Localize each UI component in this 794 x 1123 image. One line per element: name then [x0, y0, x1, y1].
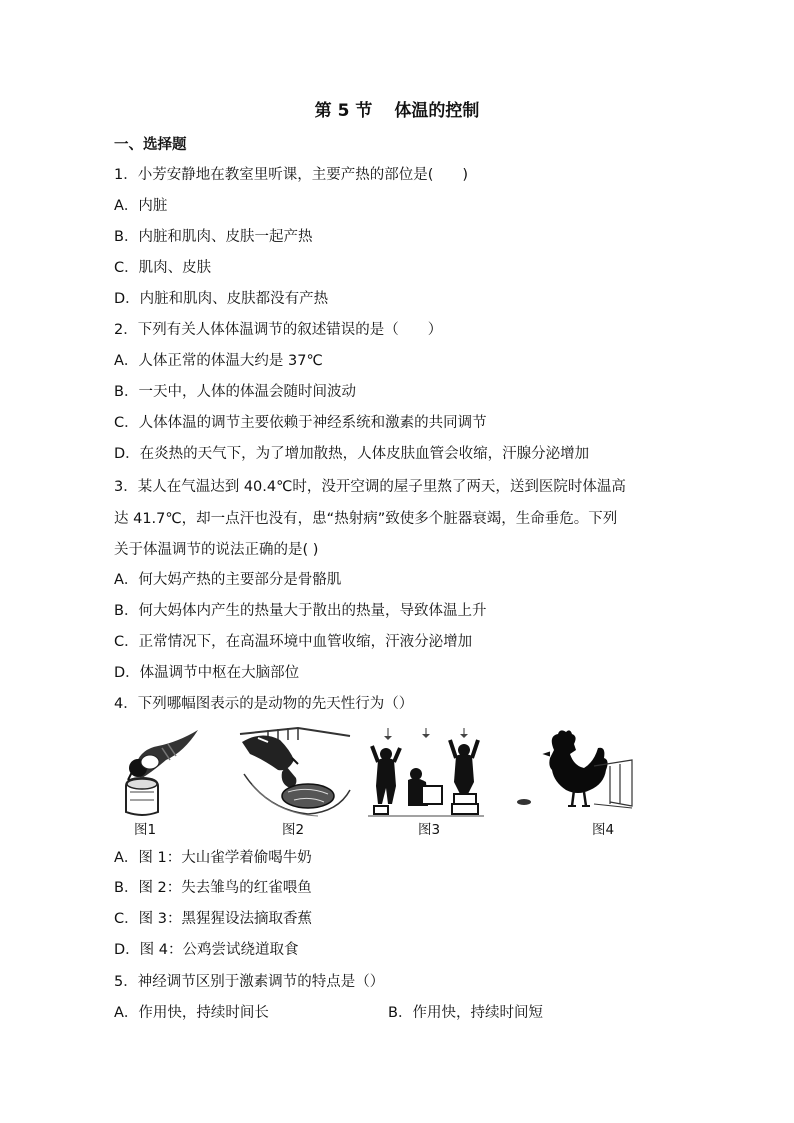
q4-option-b: B．图 2：失去雏鸟的红雀喂鱼	[114, 880, 312, 896]
q4-option-d: D．图 4：公鸡尝试绕道取食	[114, 942, 299, 958]
page-title	[0, 96, 794, 121]
q1-stem: 1．小芳安静地在教室里听课，主要产热的部位是( )	[114, 167, 469, 183]
figure-2	[238, 726, 356, 838]
figure-4	[514, 726, 638, 838]
q4-option-c: C．图 3：黑猩猩设法摘取香蕉	[114, 911, 312, 927]
figure-1-caption: 图1	[134, 822, 157, 838]
figure-3	[368, 726, 484, 838]
figure-1	[118, 726, 210, 838]
q3-option-b: B．何大妈体内产生的热量大于散出的热量，导致体温上升	[114, 603, 487, 619]
q5-stem: 5．神经调节区别于激素调节的特点是（）	[114, 974, 385, 990]
rooster-detour-illustration	[514, 726, 638, 818]
q3-option-a: A．何大妈产热的主要部分是骨骼肌	[114, 572, 342, 588]
q3-stem-line3: 关于体温调节的说法正确的是( )	[114, 542, 319, 558]
q3-stem-line2: 达 41.7℃，却一点汗也没有，患“热射病”致使多个脏器衰竭，生命垂危。下列	[114, 511, 618, 527]
figure-2-caption: 图2	[282, 822, 305, 838]
q5-option-a: A．作用快，持续时间长	[114, 1005, 269, 1021]
q3-option-c: C．正常情况下，在高温环境中血管收缩，汗液分泌增加	[114, 634, 473, 650]
figure-4-caption: 图4	[592, 822, 615, 838]
section-heading: 一、选择题	[114, 137, 187, 153]
q1-option-c: C．肌肉、皮肤	[114, 260, 212, 276]
q1-option-d: D．内脏和肌肉、皮肤都没有产热	[114, 291, 329, 307]
bird-milk-bottle-illustration	[118, 726, 210, 818]
cardinal-feeding-fish-illustration	[238, 726, 356, 818]
q4-figures	[114, 726, 654, 838]
q2-stem: 2．下列有关人体体温调节的叙述错误的是（ ）	[114, 322, 443, 338]
chimpanzees-bananas-illustration	[368, 726, 484, 818]
q4-stem: 4．下列哪幅图表示的是动物的先天性行为（）	[114, 696, 414, 712]
q2-option-b: B．一天中，人体的体温会随时间波动	[114, 384, 356, 400]
q2-option-a: A．人体正常的体温大约是 37℃	[114, 353, 323, 369]
topic-title: 体温的控制	[394, 101, 480, 121]
q3-option-d: D．体温调节中枢在大脑部位	[114, 665, 300, 681]
figure-3-caption: 图3	[418, 822, 441, 838]
section-number: 第 5 节	[314, 101, 373, 121]
q5-option-b: B．作用快，持续时间短	[388, 1005, 543, 1021]
q1-option-a: A．内脏	[114, 198, 168, 214]
q1-option-b: B．内脏和肌肉、皮肤一起产热	[114, 229, 313, 245]
q2-option-d: D．在炎热的天气下，为了增加散热，人体皮肤血管会收缩，汗腺分泌增加	[114, 446, 590, 462]
q4-option-a: A．图 1：大山雀学着偷喝牛奶	[114, 850, 312, 866]
q2-option-c: C．人体体温的调节主要依赖于神经系统和激素的共同调节	[114, 415, 487, 431]
q3-stem-line1: 3．某人在气温达到 40.4℃时，没开空调的屋子里熬了两天，送到医院时体温高	[114, 479, 626, 495]
